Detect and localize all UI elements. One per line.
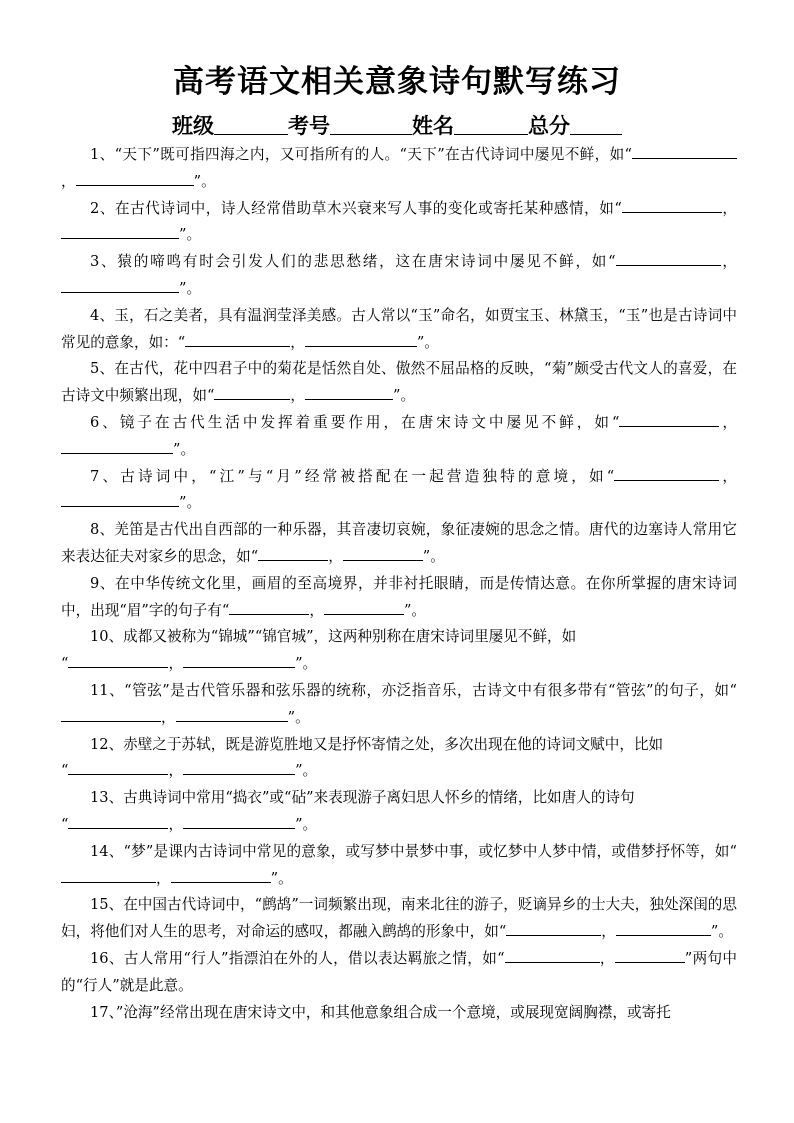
class-label: 班级 [172,114,214,138]
answer-blank[interactable] [68,760,168,775]
answer-blank[interactable] [76,171,194,186]
answer-blank[interactable] [258,546,328,561]
answer-blank[interactable] [183,653,295,668]
answer-blank[interactable] [614,466,719,481]
question-8: 8、羌笛是古代出自西部的一种乐器，其音凄切哀婉，象征凄婉的思念之情。唐代的边塞诗人常用它来表达征夫对家乡的思念，如“ ， ”。 [61,521,737,565]
question-11: 11、“管弦”是古代管乐器和弦乐器的统称，亦泛指音乐，古诗文中有很多带有“管弦”的句子，如“， ”。 [61,678,737,732]
answer-blank[interactable] [61,868,156,883]
question-3: 3、猿的啼鸣有时会引发人们的悲思愁绪，这在唐宋诗词中屡见不鲜，如“ ，”。 [61,249,737,303]
answer-blank[interactable] [176,707,288,722]
answer-blank[interactable] [506,921,601,936]
answer-blank[interactable] [616,251,721,266]
answer-blank[interactable] [61,492,179,507]
question-1: 1、“天下”既可指四海之内，又可指所有的人。“天下”在古代诗词中屡见不鲜，如“， ”。 [61,142,737,196]
answer-blank[interactable] [229,600,309,615]
answer-blank[interactable] [505,948,600,963]
question-16: 16、古人常用“行人”指漂泊在外的人，借以表达羁旅之情，如“ ， ”两句中的“行人”就是此意。 [61,949,737,994]
answer-blank[interactable] [185,332,290,347]
exam-no-blank[interactable] [330,116,412,135]
answer-blank[interactable] [616,921,711,936]
answer-blank[interactable] [61,707,161,722]
score-blank[interactable] [570,116,622,135]
question-12: 12、赤壁之于苏轼，既是游览胜地又是抒怀寄情之处，多次出现在他的诗词文赋中，比如 “ ， ”。 [61,735,664,780]
question-5: 5、在古代，花中四君子中的菊花是恬然自处、傲然不屈品格的反映，“菊”颇受古代文人的喜爱，在古诗文中频繁出现，如“ ， ”。 [61,360,737,405]
answer-blank[interactable] [619,412,719,427]
question-2: 2、在古代诗词中，诗人经常借助草木兴衰来写人事的变化或寄托某种感情，如“ ，”。 [61,196,737,250]
answer-blank[interactable] [214,385,290,400]
answer-blank[interactable] [324,600,404,615]
question-14: 14、“梦”是课内古诗词中常见的意象，或写梦中景梦中事，或忆梦中人梦中情，或借梦抒怀等，如“， ”。 [61,839,737,893]
question-13: 13、古典诗词中常用“捣衣”或“砧”来表现游子离妇思人怀乡的情绪，比如唐人的诗句 “ ， ”。 [61,789,635,833]
answer-blank[interactable] [183,760,295,775]
question-7: 7、古诗词中，“江”与“月”经常被搭配在一起营造独特的意境，如“ ，”。 [61,464,737,518]
student-info-line [0,110,794,140]
page-title: 高考语文相关意象诗句默写练习 [173,64,621,100]
answer-blank[interactable] [61,439,173,454]
name-blank[interactable] [454,116,528,135]
answer-blank[interactable] [305,385,393,400]
question-9: 9、在中华传统文化里，画眉的至高境界，并非衬托眼睛，而是传情达意。在你所掌握的唐宋诗词中，出现“眉”字的句子有“ ， ”。 [61,574,737,619]
score-label: 总分 [528,114,570,138]
answer-blank[interactable] [61,224,179,239]
answer-blank[interactable] [61,278,179,293]
class-blank[interactable] [214,116,288,135]
answer-blank[interactable] [343,546,423,561]
question-15: 15、在中国古代诗词中，“鹧鸪”一词频繁出现，南来北往的游子，贬谪异乡的士大夫，独处深闺的思妇，将他们对人生的思考，对命运的感叹，都融入鹧鸪的形象中，如“ ， ”。 [61,896,737,941]
answer-blank[interactable] [622,198,722,213]
question-4: 4、玉，石之美者，具有温润莹泽美感。古人常以“玉”命名，如贾宝玉、林黛玉，“玉”也是古诗词中常见的意象，如：“ ， ”。 [61,306,737,351]
question-10: 10、成都又被称为“锦城”“锦官城”，这两种别称在唐宋诗词里屡见不鲜，如 “ ， ”。 [61,628,577,673]
question-list [61,142,737,1026]
question-17: 17、”沧海”经常出现在唐宋诗文中，和其他意象组合成一个意境，或展现宽阔胸襟，或寄托 [90,1003,671,1021]
answer-blank[interactable] [68,653,168,668]
answer-blank[interactable] [171,868,271,883]
answer-blank[interactable] [632,144,737,159]
answer-blank[interactable] [305,332,417,347]
answer-blank[interactable] [68,814,168,829]
answer-blank[interactable] [183,814,295,829]
name-label: 姓名 [412,114,454,138]
question-6: 6、镜子在古代生活中发挥着重要作用，在唐宋诗文中屡见不鲜，如“ ，”。 [61,410,737,464]
exam-no-label: 考号 [288,114,330,138]
answer-blank[interactable] [615,948,685,963]
